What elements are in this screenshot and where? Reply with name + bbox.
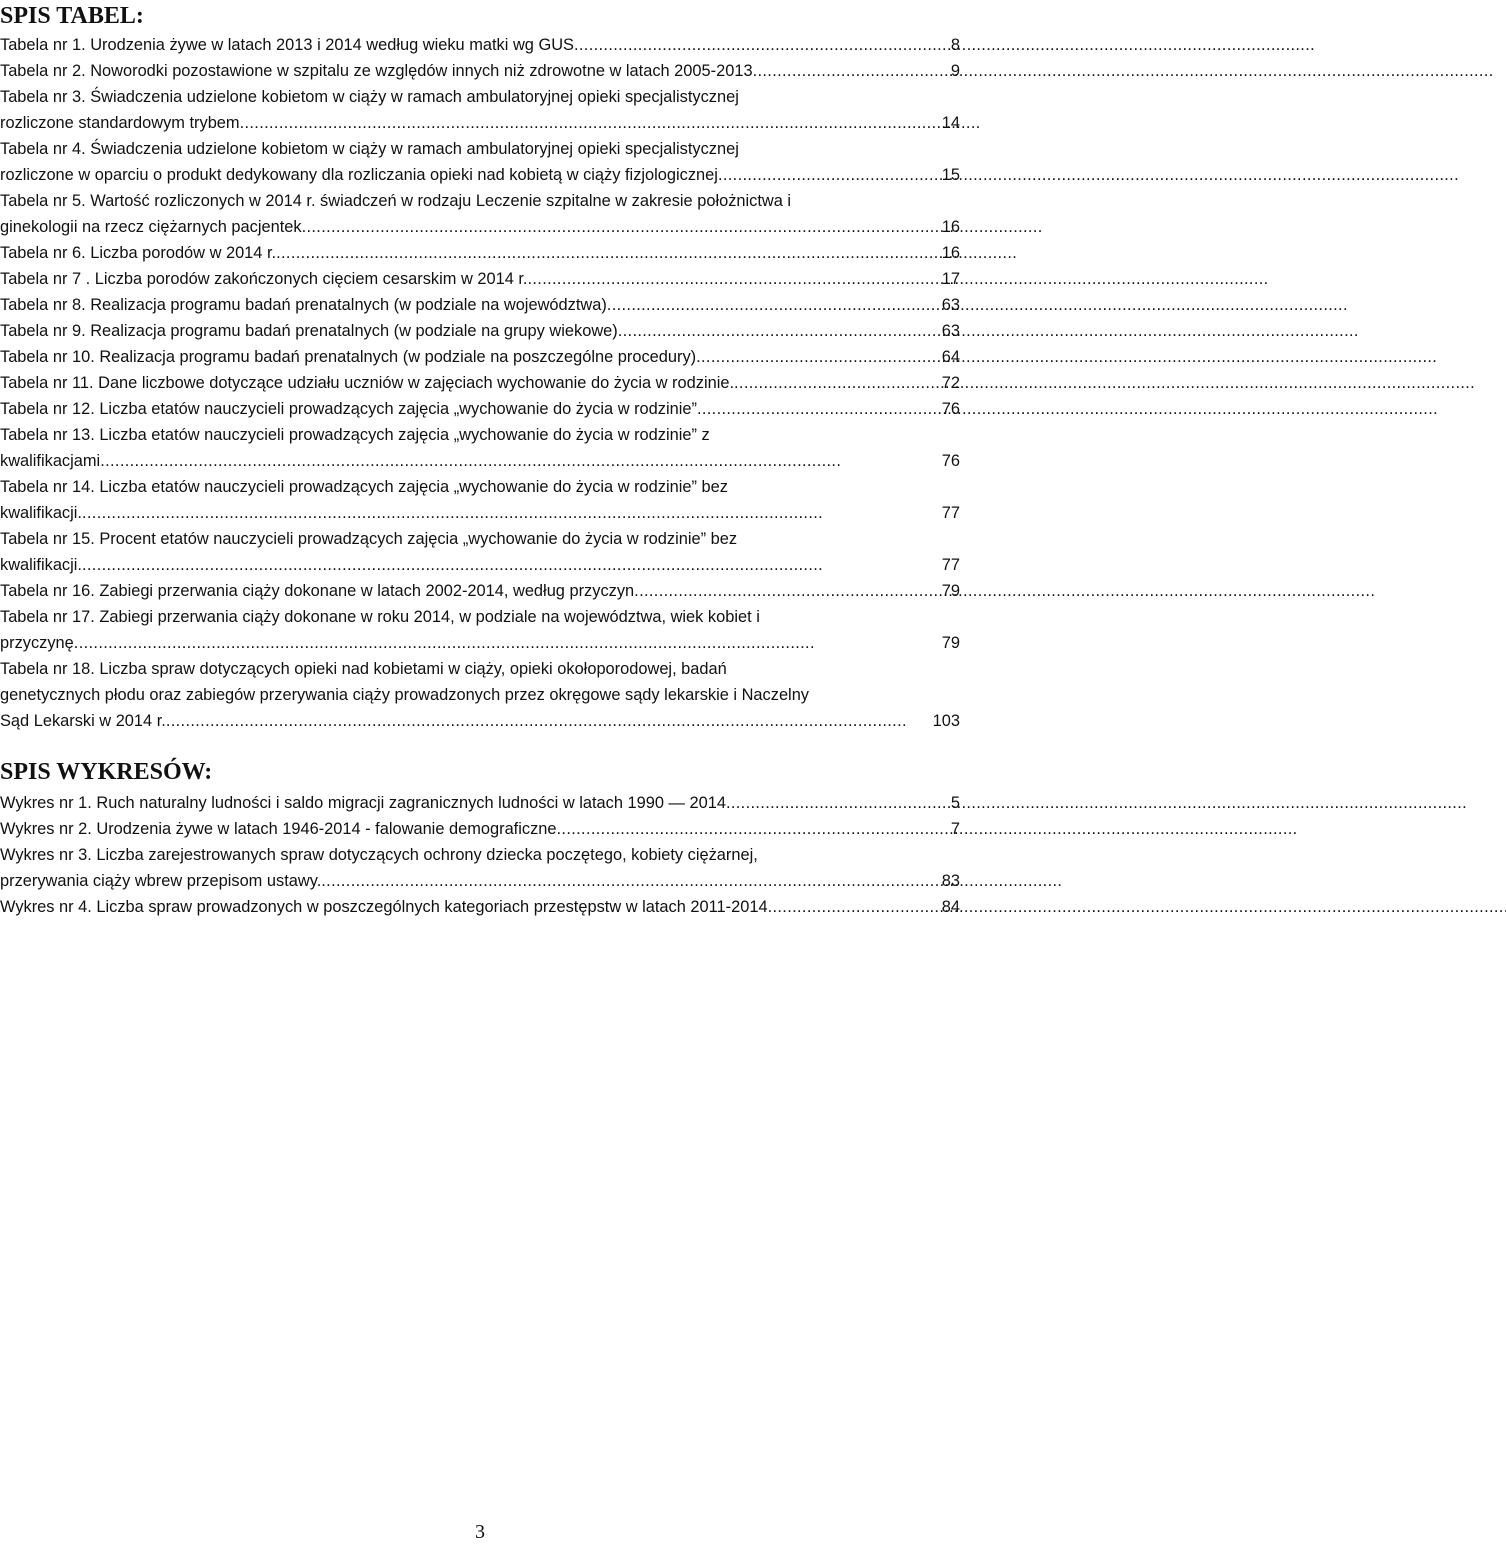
toc-entry-line — [0, 422, 960, 448]
toc-page-number: 77 — [941, 504, 960, 522]
toc-page-number: 84 — [941, 898, 960, 916]
toc-entry-line — [0, 526, 960, 552]
charts-heading: SPIS WYKRESÓW: — [0, 759, 213, 785]
toc-entry-line — [0, 578, 960, 604]
toc-entry-text: Tabela nr 17. Zabiegi przerwania ciąży dokonane w roku 2014, w podziale na województwa, wiek kobiet i — [0, 608, 760, 626]
toc-entry-line — [0, 552, 960, 578]
toc-entry-text: Tabela nr 15. Procent etatów nauczycieli prowadzących zajęcia „wychowanie do życia w rodzinie” bez — [0, 530, 738, 548]
toc-entry[interactable] — [0, 422, 960, 474]
toc-entry[interactable] — [0, 84, 960, 136]
toc-entry[interactable] — [0, 816, 960, 842]
toc-entry-line — [0, 32, 960, 58]
dot-leader — [166, 708, 929, 734]
toc-entry[interactable] — [0, 604, 960, 656]
toc-entry[interactable] — [0, 58, 960, 84]
dot-leader — [753, 58, 947, 84]
toc-page-number: 77 — [941, 556, 960, 574]
toc-entry-line — [0, 188, 960, 214]
toc-entry-line — [0, 500, 960, 526]
tables-heading: SPIS TABEL: — [0, 3, 144, 29]
dot-leader — [82, 500, 938, 526]
toc-entry-line — [0, 110, 960, 136]
toc-entry-line — [0, 630, 960, 656]
toc-page-number: 64 — [941, 348, 960, 366]
toc-entry-line — [0, 816, 960, 842]
toc-entry[interactable] — [0, 188, 960, 240]
toc-entry-text: Tabela nr 16. Zabiegi przerwania ciąży dokonane w latach 2002-2014, według przyczyn — [0, 582, 635, 600]
toc-entry[interactable] — [0, 894, 960, 920]
toc-entry-line — [0, 474, 960, 500]
toc-entry-line — [0, 214, 960, 240]
toc-page-number: 72 — [941, 374, 960, 392]
toc-page-number: 17 — [941, 270, 960, 288]
toc-entry-line — [0, 240, 960, 266]
dot-leader — [634, 578, 938, 604]
toc-page-number: 14 — [941, 114, 960, 132]
toc-entry[interactable] — [0, 474, 960, 526]
toc-entry-text: kwalifikacjami — [0, 452, 101, 470]
toc-entry-text: Tabela nr 13. Liczba etatów nauczycieli prowadzących zajęcia „wychowanie do życia w rodzinie” z — [0, 426, 710, 444]
tables-list — [0, 32, 960, 734]
toc-page-number: 79 — [941, 634, 960, 652]
dot-leader — [734, 370, 938, 396]
dot-leader — [276, 240, 938, 266]
toc-page-number: 63 — [941, 296, 960, 314]
toc-entry-text: Tabela nr 2. Noworodki pozostawione w szpitalu ze względów innych niż zdrowotne w latach 2005-2013 — [0, 62, 753, 80]
dot-leader — [697, 396, 938, 422]
toc-entry-text: rozliczone standardowym trybem — [0, 114, 240, 132]
toc-page-number: 76 — [941, 400, 960, 418]
toc-entry[interactable] — [0, 32, 960, 58]
toc-entry-text: Tabela nr 14. Liczba etatów nauczycieli prowadzących zajęcia „wychowanie do życia w rodzinie” bez — [0, 478, 728, 496]
toc-entry[interactable] — [0, 656, 960, 734]
toc-entry-line — [0, 396, 960, 422]
dot-leader — [607, 292, 938, 318]
toc-entry[interactable] — [0, 136, 960, 188]
toc-entry-text: Wykres nr 1. Ruch naturalny ludności i saldo migracji zagranicznych ludności w latach 1990 — 2014 — [0, 794, 726, 812]
toc-page-number: 79 — [941, 582, 960, 600]
toc-entry-text: Tabela nr 3. Świadczenia udzielone kobietom w ciąży w ramach ambulatoryjnej opieki specjalistycznej — [0, 88, 739, 106]
toc-page-number: 16 — [941, 244, 960, 262]
toc-entry-text: Tabela nr 4. Świadczenia udzielone kobietom w ciąży w ramach ambulatoryjnej opieki specjalistycznej — [0, 140, 739, 158]
toc-entry-line — [0, 318, 960, 344]
toc-entry[interactable] — [0, 790, 960, 816]
toc-entry-text: Tabela nr 1. Urodzenia żywe w latach 2013 i 2014 według wieku matki wg GUS — [0, 36, 574, 54]
toc-entry-line — [0, 682, 960, 708]
toc-entry-line — [0, 84, 960, 110]
toc-entry-text: rozliczone w oparciu o produkt dedykowany dla rozliczania opieki nad kobietą w ciąży fizjologicznej — [0, 166, 718, 184]
toc-entry[interactable] — [0, 842, 960, 894]
toc-entry-text: przerywania ciąży wbrew przepisom ustawy. — [0, 872, 322, 890]
dot-leader — [574, 32, 947, 58]
toc-entry-line — [0, 604, 960, 630]
toc-page-number: 15 — [941, 166, 960, 184]
toc-entry[interactable] — [0, 526, 960, 578]
toc-page-number: 103 — [932, 712, 960, 730]
toc-entry-text: Wykres nr 4. Liczba spraw prowadzonych w poszczególnych kategoriach przestępstw w latach 2011-2014 — [0, 898, 768, 916]
toc-entry-line — [0, 894, 960, 920]
dot-leader — [74, 630, 938, 656]
toc-entry-text: ginekologii na rzecz ciężarnych pacjentek — [0, 218, 302, 236]
toc-entry-text: Tabela nr 11. Dane liczbowe dotyczące udziału uczniów w zajęciach wychowanie do życia w rodzinie. — [0, 374, 735, 392]
dot-leader — [557, 816, 947, 842]
toc-entry[interactable] — [0, 240, 960, 266]
toc-entry-text: Tabela nr 18. Liczba spraw dotyczących opieki nad kobietami w ciąży, opieki okołoporodowej, badań — [0, 660, 727, 678]
toc-entry-line — [0, 344, 960, 370]
toc-page-number: 7 — [950, 820, 960, 838]
toc-entry-text: Wykres nr 3. Liczba zarejestrowanych spraw dotyczących ochrony dziecka poczętego, kobiety ciężarnej, — [0, 846, 758, 864]
toc-entry-line — [0, 136, 960, 162]
dot-leader — [82, 552, 938, 578]
toc-entry-text: Sąd Lekarski w 2014 r. — [0, 712, 166, 730]
toc-entry-text: Tabela nr 6. Liczba porodów w 2014 r. — [0, 244, 277, 262]
dot-leader — [726, 790, 947, 816]
toc-entry-text: Tabela nr 5. Wartość rozliczonych w 2014 r. świadczeń w rodzaju Leczenie szpitalne w zakresie położnictwa i — [0, 192, 792, 210]
toc-page-number: 83 — [941, 872, 960, 890]
toc-page-number: 76 — [941, 452, 960, 470]
toc-entry[interactable] — [0, 578, 960, 604]
toc-entry-text: genetycznych płodu oraz zabiegów przerywania ciąży prowadzonych przez okręgowe sądy lekarskie i Naczelny — [0, 686, 810, 704]
page-number: 3 — [475, 1521, 485, 1543]
toc-entry[interactable] — [0, 344, 960, 370]
toc-entry-text: Tabela nr 8. Realizacja programu badań prenatalnych (w podziale na województwa) — [0, 296, 607, 314]
toc-entry-line — [0, 448, 960, 474]
toc-entry-line — [0, 842, 960, 868]
toc-page-number: 63 — [941, 322, 960, 340]
dot-leader — [718, 162, 938, 188]
toc-page-number: 5 — [950, 794, 960, 812]
toc-entry-line — [0, 266, 960, 292]
dot-leader — [527, 266, 937, 292]
toc-entry[interactable] — [0, 370, 960, 396]
toc-entry-line — [0, 370, 960, 396]
toc-entry-line — [0, 656, 960, 682]
toc-page-number: 8 — [950, 36, 960, 54]
toc-entry-line — [0, 790, 960, 816]
dot-leader — [100, 448, 938, 474]
toc-entry-line — [0, 868, 960, 894]
dot-leader — [768, 894, 938, 920]
dot-leader — [696, 344, 938, 370]
toc-entry-text: kwalifikacji. — [0, 504, 82, 522]
toc-entry-text: kwalifikacji. — [0, 556, 82, 574]
toc-entry-text: Tabela nr 9. Realizacja programu badań prenatalnych (w podziale na grupy wiekowe) — [0, 322, 618, 340]
dot-leader — [240, 110, 938, 136]
toc-entry-text: Wykres nr 2. Urodzenia żywe w latach 1946-2014 - falowanie demograficzne — [0, 820, 557, 838]
dot-leader — [321, 868, 938, 894]
toc-entry-text: przyczynę — [0, 634, 74, 652]
toc-entry-text: Tabela nr 10. Realizacja programu badań prenatalnych (w podziale na poszczególne procedury) — [0, 348, 697, 366]
toc-page-number: 16 — [941, 218, 960, 236]
toc-entry-line — [0, 708, 960, 734]
toc-page-number: 9 — [950, 62, 960, 80]
toc-entry-line — [0, 162, 960, 188]
toc-entry-text: Tabela nr 12. Liczba etatów nauczycieli prowadzących zajęcia „wychowanie do życia w rodzinie” — [0, 400, 697, 418]
toc-entry-line — [0, 292, 960, 318]
toc-entry[interactable] — [0, 396, 960, 422]
toc-entry[interactable] — [0, 266, 960, 292]
charts-list — [0, 790, 960, 920]
dot-leader — [302, 214, 938, 240]
toc-entry[interactable] — [0, 292, 960, 318]
dot-leader — [618, 318, 938, 344]
toc-entry[interactable] — [0, 318, 960, 344]
toc-entry-line — [0, 58, 960, 84]
toc-entry-text: Tabela nr 7 . Liczba porodów zakończonych cięciem cesarskim w 2014 r. — [0, 270, 528, 288]
